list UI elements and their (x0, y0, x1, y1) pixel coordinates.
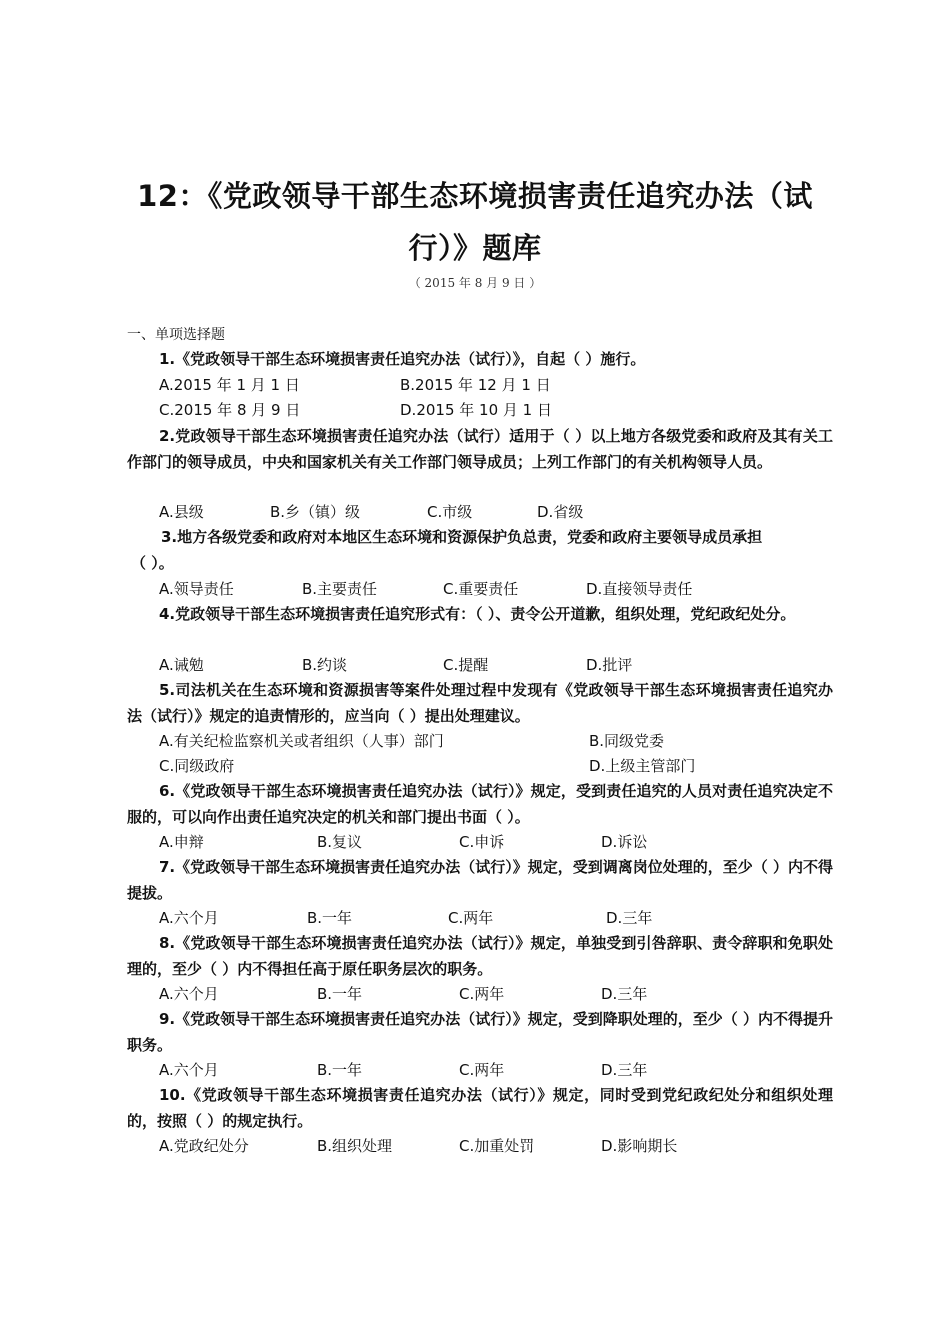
question-1-options-row-2 (0, 398, 950, 422)
question-8-option-c: C.两年 (459, 985, 505, 1003)
question-6-option-b: B.复议 (317, 833, 363, 851)
question-7-option-c: C.两年 (448, 909, 494, 927)
question-2-option-a: A.县级 (159, 503, 204, 521)
question-9-option-a: A.六个月 (159, 1061, 219, 1079)
question-3-options (0, 577, 950, 601)
question-8-option-b: B.一年 (317, 985, 363, 1003)
question-5-options-row-2 (0, 754, 950, 778)
question-7: 7.《党政领导干部生态环境损害责任追究办法（试行）》规定，受到调离岗位处理的，至少（ ）内不得提拔。 (127, 858, 833, 902)
question-3 (127, 525, 833, 576)
question-3-option-d: D.直接领导责任 (586, 580, 693, 598)
question-10-option-d: D.影响期长 (601, 1137, 678, 1155)
question-5: 5.司法机关在生态环境和资源损害等案件处理过程中发现有《党政领导干部生态环境损害责任追究办法（试行）》规定的追责情形的，应当向（ ）提出处理建议。 (127, 681, 833, 725)
question-1: 1.《党政领导干部生态环境损害责任追究办法（试行）》，自起（ ）施行。 (159, 350, 646, 368)
question-10-options (0, 1134, 950, 1158)
question-9-option-b: B.一年 (317, 1061, 363, 1079)
question-6-option-d: D.诉讼 (601, 833, 648, 851)
question-5-option-c: C.同级政府 (159, 757, 235, 775)
question-6-option-c: C.申诉 (459, 833, 505, 851)
question-7-option-b: B.一年 (307, 909, 353, 927)
question-9-options (0, 1058, 950, 1082)
question-5-option-d: D.上级主管部门 (589, 757, 696, 775)
question-4-options (0, 653, 950, 677)
question-3-line-1: 3.地方各级党委和政府对本地区生态环境和资源保护负总责，党委和政府主要领导成员承担 (161, 528, 763, 546)
question-1-options-row-1 (0, 373, 950, 397)
question-5-option-a: A.有关纪检监察机关或者组织（人事）部门 (159, 732, 444, 750)
question-10: 10.《党政领导干部生态环境损害责任追究办法（试行）》规定，同时受到党纪政纪处分和组织处理的，按照（ ）的规定执行。 (127, 1086, 833, 1130)
question-2-option-b: B.乡（镇）级 (270, 503, 361, 521)
question-8: 8.《党政领导干部生态环境损害责任追究办法（试行）》规定，单独受到引咎辞职、责令辞职和免职处理的，至少（ ）内不得担任高于原任职务层次的职务。 (127, 934, 833, 978)
question-3-option-c: C.重要责任 (443, 580, 519, 598)
question-4-option-a: A.诫勉 (159, 656, 204, 674)
question-9-option-c: C.两年 (459, 1061, 505, 1079)
question-2-options (0, 500, 950, 524)
question-10-option-c: C.加重处罚 (459, 1137, 535, 1155)
question-4: 4.党政领导干部生态环境损害责任追究形式有：（ ）、责令公开道歉，组织处理，党纪政纪处分。 (159, 605, 796, 623)
document-title-line-1: 12：《党政领导干部生态环境损害责任追究办法（试 (137, 179, 813, 213)
question-2: 2.党政领导干部生态环境损害责任追究办法（试行）适用于（ ）以上地方各级党委和政府及其有关工作部门的领导成员，中央和国家机关有关工作部门领导成员；上列工作部门的有关机构领导人员。 (127, 427, 833, 471)
question-7-option-a: A.六个月 (159, 909, 219, 927)
question-3-option-b: B.主要责任 (302, 580, 378, 598)
question-4-option-c: C.提醒 (443, 656, 489, 674)
question-6-options (0, 830, 950, 854)
question-1-option-b: B.2015 年 12 月 1 日 (400, 376, 551, 394)
question-7-option-d: D.三年 (606, 909, 653, 927)
question-8-options (0, 982, 950, 1006)
question-10-option-b: B.组织处理 (317, 1137, 393, 1155)
question-1-option-d: D.2015 年 10 月 1 日 (400, 401, 552, 419)
question-5-option-b: B.同级党委 (589, 732, 665, 750)
question-9: 9.《党政领导干部生态环境损害责任追究办法（试行）》规定，受到降职处理的，至少（ ）内不得提升职务。 (127, 1010, 833, 1054)
question-7-options (0, 906, 950, 930)
document-title-line-2: 行）》题库 (408, 231, 542, 265)
question-3-line-2: （ ）。 (131, 553, 174, 572)
question-5-options-row-1 (0, 729, 950, 753)
question-6-option-a: A.申辩 (159, 833, 204, 851)
question-9-option-d: D.三年 (601, 1061, 648, 1079)
question-2-option-d: D.省级 (537, 503, 584, 521)
question-4-option-b: B.约谈 (302, 656, 348, 674)
question-1-option-c: C.2015 年 8 月 9 日 (159, 401, 301, 419)
question-6: 6.《党政领导干部生态环境损害责任追究办法（试行）》规定，受到责任追究的人员对责任追究决定不服的，可以向作出责任追究决定的机关和部门提出书面（ ）。 (127, 782, 833, 826)
question-8-option-a: A.六个月 (159, 985, 219, 1003)
section-heading: 一、单项选择题 (127, 327, 225, 343)
document-date: （ 2015 年 8 月 9 日 ） (408, 276, 542, 290)
question-10-option-a: A.党政纪处分 (159, 1137, 249, 1155)
question-1-option-a: A.2015 年 1 月 1 日 (159, 376, 300, 394)
question-2-option-c: C.市级 (427, 503, 473, 521)
question-3-option-a: A.领导责任 (159, 580, 234, 598)
question-8-option-d: D.三年 (601, 985, 648, 1003)
question-4-option-d: D.批评 (586, 656, 633, 674)
